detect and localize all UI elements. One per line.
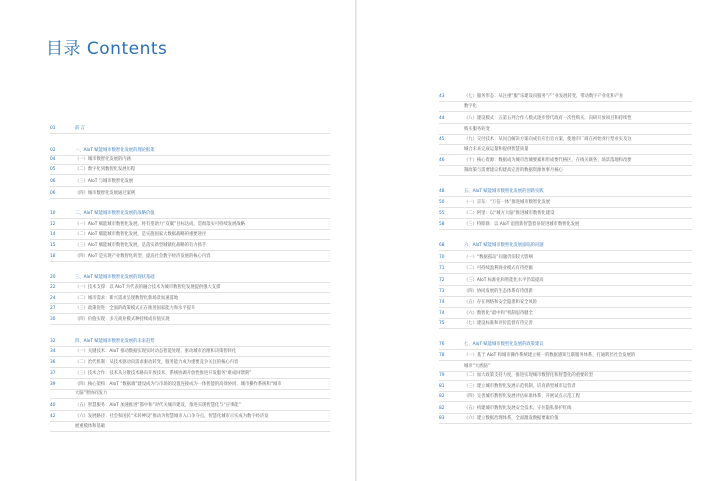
toc-page-number: 48 [439,189,445,194]
row-divider [439,175,692,176]
toc-entry-title: 一、AIoT 赋能城市数智化发展的理论框架 [75,148,155,153]
row-divider [50,313,330,314]
toc-entry-title: （六）建立数据治理体系，全面激发数据要素价值 [464,416,559,421]
row-divider [439,380,692,381]
toc-page-number: 58 [439,222,445,227]
toc-page-number: 20 [50,275,56,280]
row-divider [439,360,692,361]
toc-entry-title: （五）存在网络和安全隐患和安全风险 [464,300,538,305]
row-divider [50,164,330,165]
toc-entry-title: （三）特斯联：以 AIoT 追创新智慧着泉促进城市数智化发展 [464,222,580,227]
toc-entry-title: （一）基于 AIoT 和城市操作系统建立统一的数据感知互联服务体系，打通跨层社会发展的 [464,353,636,358]
row-divider [439,134,692,135]
toc-entry-title: （一）关键技术：AIoT 推动数据实现实时动态智能处理，驱动城市治理和决策智转化 [75,349,237,354]
row-divider [439,144,692,145]
row-divider [439,328,692,329]
row-divider [50,398,330,399]
toc-entry-title: （四）完善城市数智化发展评估标准体系，开展试点示范工程 [464,394,581,399]
toc-page-number: 74 [439,311,445,316]
toc-page-number: 04 [50,157,56,162]
toc-entry-title: （九）交付技术：从问自解决方案向成有应出官方案，使地市厂商在初始业行型业实及这 [464,137,632,142]
toc-page-number: 68 [439,243,445,248]
row-divider [50,303,330,304]
toc-entry-title: 五、AIoT 赋能城市数智化发展的创新实践 [464,189,544,194]
toc-entry-title: （一）“数据孤岛”问题仍旧较大影响 [464,255,533,260]
row-divider [439,349,692,350]
toc-entry-title: （四）城市数智化发展通过案例 [75,191,136,196]
toc-entry-title: （六）发展路径：社会和国民“未转神设”推动为智慧城市入口争夺点，智慧化城市示实成为数字经济发 [75,414,269,419]
toc-page-number: 45 [439,137,445,142]
toc-page-number: 10 [50,211,56,216]
row-divider [50,292,330,293]
toc-page-number: 30 [50,317,56,322]
toc-entry-title: （十）核心资源：数据成为城市治城要素和形成要代格区，在线关联各、场景落地和改要 [464,158,632,163]
page-title: 目录 Contents [46,39,168,59]
row-divider [439,250,692,251]
toc-page-number: 72 [439,278,445,283]
row-divider [439,123,692,124]
row-divider [439,165,692,166]
toc-page-number: 75 [439,321,445,326]
row-divider [50,186,330,187]
toc-page-number: 18 [50,254,56,259]
row-divider [50,133,330,134]
toc-entry-title: （一）城市数智化发展的内涵 [75,157,131,162]
row-divider [50,410,330,411]
row-divider [50,431,330,432]
toc-page-number: 44 [439,116,445,121]
toc-page-number: 81 [439,384,445,389]
toc-entry-title: 城市“大底脑” [464,364,490,369]
toc-entry-title: （二）治代机制：从技术驱动向需求驱动转变，服务能力成为重要竞争关注的核心内容 [75,360,239,365]
row-divider [439,318,692,319]
toc-page-number: 06 [50,179,56,184]
row-divider [439,229,692,230]
toc-entry-title: 制政策与需要建议构建高完善的数据资源体事月核心 [464,168,563,173]
toc-page-number: 78 [439,353,445,358]
toc-entry-title: （二）阿里：以“城方大脑”推进城市数智化建设 [464,211,555,216]
toc-page-number: 74 [439,300,445,305]
row-divider [50,229,330,230]
row-divider [50,324,330,325]
toc-entry-title: 前 言 [75,126,85,131]
toc-page-number: 42 [50,414,56,419]
row-divider [439,296,692,297]
toc-entry-title: （三）技术合作：技术从分散技术路向开放技术，系统协调开放性推进开发服务“难成回馈刻” [75,371,252,376]
toc-page-number: 02 [50,148,56,153]
toc-entry-title: 三、AIoT 赋能城市数智化发展的现状基础 [75,275,155,280]
toc-entry-title: （二）加大政策支持力度，推进实现城市数智化和智慧化的重要转型 [464,373,593,378]
toc-page-number: 14 [50,232,56,237]
toc-page-number: 82 [439,394,445,399]
toc-page-number: 50 [439,200,445,205]
toc-entry-title: （六）数智化“最中和”机制思待健全 [464,311,533,316]
toc-page-number: 73 [439,289,445,294]
row-divider [439,401,692,402]
row-divider [439,307,692,308]
toc-entry-title: （五）智慧服务：AIoT 加速推进“都中和”对代关城市建设，推进实现智慧化与“应事能” [75,403,241,408]
toc-page-number: 12 [50,222,56,227]
toc-entry-title: 七、AIoT 赋能城市数智化发展的政策建议 [464,342,544,347]
toc-page-number: 22 [50,285,56,290]
row-divider [50,356,330,357]
toc-page-number: 24 [50,296,56,301]
row-divider [50,389,330,390]
toc-entry-title: （七）服务形态：从注重“服”乐建设向服务“产”业发展转变，带动数字产业化和产业 [464,94,624,99]
row-divider [439,111,692,112]
toc-entry-title: （三）AIoT 标准化和智能化水平仍需提高 [464,278,544,283]
row-divider [50,174,330,175]
toc-entry-title: 展重模体和基础 [75,424,106,429]
toc-entry-title: 大脑”智协同发力 [75,391,108,396]
row-divider [50,367,330,368]
row-divider [439,391,692,392]
toc-page-number: 76 [439,342,445,347]
toc-page-number: 05 [50,167,56,172]
toc-entry-title: （七）建设标准和评价监督有待完善 [464,321,533,326]
row-divider [50,239,330,240]
toc-page-number: 27 [50,306,56,311]
toc-page-number: 37 [50,371,56,376]
toc-entry-title: （二）数字化到数智化发展历程 [75,167,136,172]
row-divider [50,198,330,199]
row-divider [439,154,692,155]
toc-entry-title: （四）协同发展的生态体系有待创新 [464,289,533,294]
toc-entry-title: （二）可持续盈利商业模式有待挖掘 [464,266,533,271]
row-divider [439,371,692,372]
row-divider [439,285,692,286]
toc-page-number: 36 [50,360,56,365]
toc-entry-title: （一）京东：“万信一体”推进城市数智化发展 [464,200,551,205]
row-divider [439,262,692,263]
toc-page-number: 43 [439,94,445,99]
row-divider [439,423,692,424]
toc-entry-title: （三）AIoT 与城市数智化发展 [75,179,134,184]
toc-entry-title: （一）AIoT 赋能城市数智化发展，将有望助力“双碳”目标达成、贯彻落实可持续发展战略 [75,222,245,227]
toc-page-number: 83 [439,416,445,421]
toc-page-number: 82 [439,406,445,411]
row-divider [50,346,330,347]
toc-page-number: 46 [439,158,445,163]
toc-entry-title: （三）AIoT 赋能城市数智化发展，是落实新型城镇化战略的有力抓手 [75,243,207,248]
toc-entry-title: （五）构建城市数智化发展安全技术，守住隐私保护红线 [464,406,572,411]
toc-page-number: 32 [50,339,56,344]
toc-entry-title: 六、AIoT 赋能城市数智化发展面临的问题 [464,243,544,248]
row-divider [50,218,330,219]
toc-page-number: 70 [439,255,445,260]
toc-right-page [357,0,710,481]
toc-page-number: 01 [50,126,56,131]
row-divider [439,207,692,208]
toc-page-number: 79 [439,373,445,378]
toc-entry-title: 数字化 [464,104,477,109]
toc-page-number: 34 [50,349,56,354]
toc-page-number: 55 [439,211,445,216]
toc-page-number: 06 [50,191,56,196]
row-divider [50,250,330,251]
row-divider [439,413,692,414]
row-divider [50,421,330,422]
toc-entry-title: （八）建设模式：五第五列合作人模式逐步替代政府一次性购买，向研开放项目和持续性 [464,116,632,121]
toc-entry-title: （一）技术支撑：以 AIoT 为代表的融合技术为城市数智化发展提供强大支撑 [75,285,221,290]
toc-entry-title: （四）AIoT 是实现产业数智化转型、提高社会数字经济发展的核心内容 [75,254,211,259]
row-divider [439,218,692,219]
row-divider [439,273,692,274]
toc-entry-title: （三）建立城市数智化发展示范机制，培育新型城市运营者 [464,384,576,389]
toc-entry-title: 四、AIoT 赋能城市数智化发展的未来趋势 [75,339,155,344]
toc-page-number: 71 [439,266,445,271]
row-divider [50,261,330,262]
toc-entry-title: （二）AIoT 赋能城市数智化发展，是实施国家大数据战略的重要途径 [75,232,207,237]
row-divider [439,196,692,197]
toc-page-number: 40 [50,403,56,408]
row-divider [50,378,330,379]
toc-entry-title: （四）价值实现：多元商业模式种持续成价值实现 [75,317,170,322]
toc-entry-title: 购买服务转变 [464,127,490,132]
row-divider [50,155,330,156]
row-divider [50,282,330,283]
toc-entry-title: 二、AIoT 赋能城市数智化发展的战略价值 [75,211,155,216]
toc-page-number: 39 [50,382,56,387]
toc-entry-title: （四）核心架构：AIoT “数据端”建设成为与市场的设置连接成为一体智能的高效协同，城市操作系统和“城市 [75,382,282,387]
toc-entry-title: （二）城市需求：新兴需求呈现数智化新场景加速落地 [75,296,179,301]
toc-entry-title: 城合未来完成运量和提供智慧质量 [464,147,529,152]
toc-entry-title: （三）政策促进：全面的政策模式正在推进国家能力和水平提升 [75,306,196,311]
toc-page-number: 15 [50,243,56,248]
row-divider [439,101,692,102]
